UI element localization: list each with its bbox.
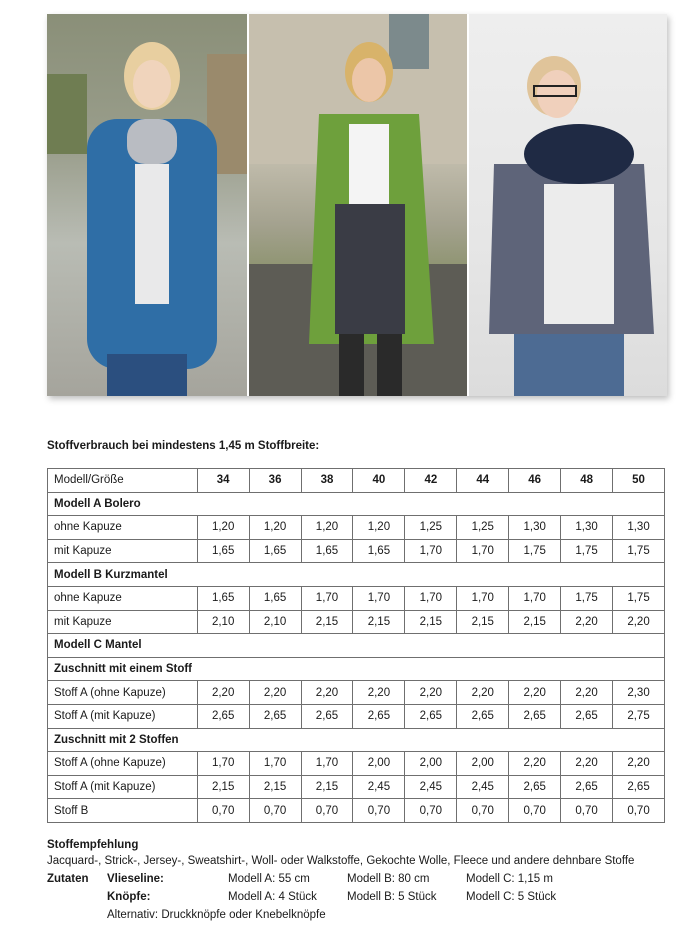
table-cell: 1,25: [457, 516, 509, 540]
header-size: 46: [509, 469, 561, 493]
table-cell: 0,70: [405, 799, 457, 823]
table-cell: 1,70: [405, 586, 457, 610]
table-cell: 2,30: [613, 681, 665, 705]
photo-strip: [47, 14, 667, 396]
buttons-label: Knöpfe:: [107, 891, 151, 903]
interfacing-label: Vlieseline:: [107, 873, 164, 885]
table-cell: 2,20: [249, 681, 301, 705]
header-model-size: Modell/Größe: [48, 469, 198, 493]
table-cell: 0,70: [613, 799, 665, 823]
table-cell: 2,10: [197, 610, 249, 634]
table-cell: 2,20: [457, 681, 509, 705]
row-label: Stoff A (mit Kapuze): [48, 775, 198, 799]
header-size: 50: [613, 469, 665, 493]
supplies-label: Zutaten: [47, 873, 89, 885]
table-cell: 1,65: [301, 539, 353, 563]
row-label: Stoff A (ohne Kapuze): [48, 681, 198, 705]
table-cell: 1,70: [353, 586, 405, 610]
table-cell: 2,20: [405, 681, 457, 705]
table-row: [48, 775, 665, 799]
table-cell: 1,20: [353, 516, 405, 540]
table-cell: 2,20: [509, 752, 561, 776]
table-cell: 2,65: [457, 704, 509, 728]
table-cell: 2,00: [405, 752, 457, 776]
table-cell: 2,20: [561, 610, 613, 634]
table-section-row: [48, 634, 665, 658]
header-size: 44: [457, 469, 509, 493]
table-cell: 2,65: [509, 775, 561, 799]
row-label: Stoff A (mit Kapuze): [48, 704, 198, 728]
table-row: [48, 516, 665, 540]
table-cell: 1,20: [197, 516, 249, 540]
table-cell: 1,75: [561, 539, 613, 563]
table-cell: 1,65: [249, 586, 301, 610]
table-cell: 2,00: [353, 752, 405, 776]
table-cell: 1,65: [197, 539, 249, 563]
table-cell: 1,70: [457, 586, 509, 610]
buttons-model-a: Modell A: 4 Stück: [228, 891, 317, 903]
header-size: 38: [301, 469, 353, 493]
table-cell: 2,15: [249, 775, 301, 799]
table-cell: 1,70: [249, 752, 301, 776]
header-size: 36: [249, 469, 301, 493]
header-size: 48: [561, 469, 613, 493]
table-cell: 0,70: [197, 799, 249, 823]
table-cell: 1,30: [561, 516, 613, 540]
table-section-row: [48, 492, 665, 516]
table-section-row: [48, 563, 665, 587]
table-cell: 1,75: [613, 586, 665, 610]
table-row: [48, 704, 665, 728]
row-label: mit Kapuze: [48, 610, 198, 634]
table-cell: 2,20: [613, 610, 665, 634]
supplies-alternative: Alternativ: Druckknöpfe oder Knebelknöpfe: [107, 909, 326, 921]
table-cell: 1,75: [561, 586, 613, 610]
table-cell: 2,65: [353, 704, 405, 728]
table-cell: 1,65: [197, 586, 249, 610]
table-cell: 0,70: [301, 799, 353, 823]
table-cell: 1,70: [405, 539, 457, 563]
table-cell: 1,20: [249, 516, 301, 540]
fabric-usage-heading: Stoffverbrauch bei mindestens 1,45 m Stoffbreite:: [47, 440, 320, 452]
table-cell: 2,45: [405, 775, 457, 799]
table-cell: 2,20: [197, 681, 249, 705]
header-size: 34: [197, 469, 249, 493]
interfacing-model-b: Modell B: 80 cm: [347, 873, 430, 885]
header-size: 40: [353, 469, 405, 493]
table-cell: 1,30: [613, 516, 665, 540]
table-cell: 2,20: [613, 752, 665, 776]
table-cell: 2,20: [561, 752, 613, 776]
table-cell: 2,45: [457, 775, 509, 799]
header-size: 42: [405, 469, 457, 493]
table-row: [48, 610, 665, 634]
row-label: ohne Kapuze: [48, 586, 198, 610]
table-cell: 2,15: [197, 775, 249, 799]
section-label: Zuschnitt mit einem Stoff: [48, 657, 665, 681]
table-cell: 2,45: [353, 775, 405, 799]
table-cell: 2,65: [613, 775, 665, 799]
table-cell: 2,65: [405, 704, 457, 728]
table-cell: 2,20: [561, 681, 613, 705]
table-cell: 2,15: [301, 610, 353, 634]
table-cell: 1,65: [249, 539, 301, 563]
interfacing-model-a: Modell A: 55 cm: [228, 873, 310, 885]
table-cell: 2,65: [197, 704, 249, 728]
table-cell: 0,70: [561, 799, 613, 823]
table-cell: 2,65: [561, 704, 613, 728]
table-cell: 1,70: [301, 586, 353, 610]
table-cell: 1,70: [197, 752, 249, 776]
buttons-model-c: Modell C: 5 Stück: [466, 891, 557, 903]
table-cell: 2,65: [301, 704, 353, 728]
table-cell: 2,00: [457, 752, 509, 776]
table-cell: 0,70: [509, 799, 561, 823]
table-cell: 0,70: [457, 799, 509, 823]
table-section-row: [48, 657, 665, 681]
table-cell: 1,75: [509, 539, 561, 563]
table-cell: 2,65: [561, 775, 613, 799]
table-cell: 2,65: [509, 704, 561, 728]
table-cell: 2,20: [353, 681, 405, 705]
row-label: Stoff B: [48, 799, 198, 823]
section-label: Modell C Mantel: [48, 634, 665, 658]
table-cell: 2,15: [457, 610, 509, 634]
row-label: mit Kapuze: [48, 539, 198, 563]
fabric-usage-table: [47, 468, 665, 823]
photo-model-c: [249, 14, 467, 396]
table-cell: 1,70: [301, 752, 353, 776]
table-cell: 1,70: [509, 586, 561, 610]
table-row: [48, 539, 665, 563]
table-cell: 1,70: [457, 539, 509, 563]
recommendation-title: Stoffempfehlung: [47, 839, 139, 851]
table-cell: 2,15: [405, 610, 457, 634]
table-row: [48, 586, 665, 610]
table-cell: 1,75: [613, 539, 665, 563]
table-cell: 2,10: [249, 610, 301, 634]
row-label: Stoff A (ohne Kapuze): [48, 752, 198, 776]
section-label: Modell A Bolero: [48, 492, 665, 516]
table-cell: 2,15: [301, 775, 353, 799]
table-cell: 1,25: [405, 516, 457, 540]
table-row: [48, 681, 665, 705]
table-cell: 2,20: [509, 681, 561, 705]
photo-model-b: [469, 14, 667, 396]
table-body: [48, 492, 665, 822]
photo-model-a: [47, 14, 247, 396]
table-cell: 2,15: [353, 610, 405, 634]
table-header-row: [48, 469, 665, 493]
row-label: ohne Kapuze: [48, 516, 198, 540]
recommendation-text: Jacquard-, Strick-, Jersey-, Sweatshirt-, Woll- oder Walkstoffe, Gekochte Wolle, Fleece und andere dehnbare Stoffe: [47, 855, 635, 867]
table-cell: 2,20: [301, 681, 353, 705]
buttons-model-b: Modell B: 5 Stück: [347, 891, 437, 903]
table-cell: 0,70: [249, 799, 301, 823]
section-label: Modell B Kurzmantel: [48, 563, 665, 587]
table-section-row: [48, 728, 665, 752]
section-label: Zuschnitt mit 2 Stoffen: [48, 728, 665, 752]
interfacing-model-c: Modell C: 1,15 m: [466, 873, 553, 885]
table-cell: 2,65: [249, 704, 301, 728]
table-row: [48, 752, 665, 776]
table-cell: 2,15: [509, 610, 561, 634]
table-cell: 0,70: [353, 799, 405, 823]
table-cell: 1,65: [353, 539, 405, 563]
table-cell: 1,20: [301, 516, 353, 540]
table-row: [48, 799, 665, 823]
table-cell: 1,30: [509, 516, 561, 540]
table-cell: 2,75: [613, 704, 665, 728]
